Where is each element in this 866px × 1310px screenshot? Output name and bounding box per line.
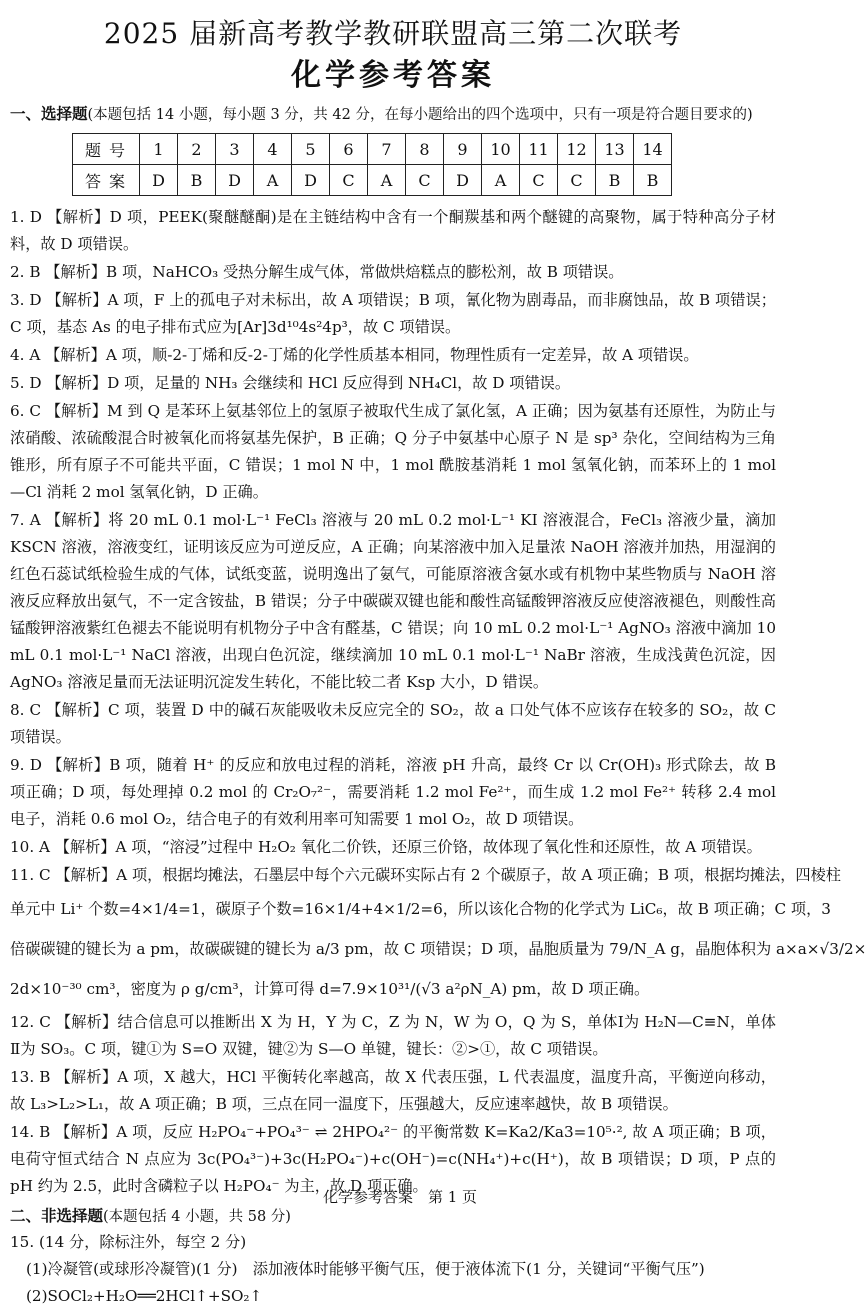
- question-number: 4: [254, 134, 292, 165]
- answer-cell: C: [330, 165, 368, 196]
- question-number: 5: [292, 134, 330, 165]
- answer-cell: D: [216, 165, 254, 196]
- question-number: 1: [140, 134, 178, 165]
- row-label-number: 题号: [73, 134, 140, 165]
- section-2-note: (本题包括 4 小题，共 58 分): [103, 1209, 291, 1225]
- section-1-heading: [10, 102, 776, 127]
- explanation-item: 5. D 【解析】D 项，足量的 NH₃ 会继续和 HCl 反应得到 NH₄Cl，故 D 项错误。: [10, 374, 571, 392]
- answer-cell: D: [444, 165, 482, 196]
- explanation-11-line: 11. C 【解析】A 项，根据均摊法，石墨层中每个六元碳环实际占有 2 个碳原子，故 A 项正确；B 项，根据均摊法，四棱柱: [10, 866, 841, 884]
- explanation-item: 14. B 【解析】A 项，反应 H₂PO₄⁻+PO₄³⁻ ⇌ 2HPO₄²⁻ 的平衡常数 K=Ka2/Ka3=10⁵·², 故 A 项正确；B 项，电荷守恒式结合 N 点应为 3c(PO₄³⁻)+3c(H₂PO₄⁻)+c(OH⁻)=c(NH₄⁺)+c(H⁺)，故 B 项错误；D 项，P 点的 pH 约为 2.5，此时含磷粒子以 H₂PO₄⁻ 为主，故 D 项正确。: [10, 1123, 776, 1195]
- section-1-title: 一、选择题: [10, 104, 88, 123]
- question-number: 6: [330, 134, 368, 165]
- document-subtitle: 化学参考答案: [291, 58, 495, 93]
- question-number: 12: [558, 134, 596, 165]
- section-1-note: (本题包括 14 小题，每小题 3 分，共 42 分，在每小题给出的四个选项中，只有一项是符合题目要求的): [87, 107, 753, 123]
- explanation-item: 13. B 【解析】A 项，X 越大，HCl 平衡转化率越高，故 X 代表压强，L 代表温度，温度升高，平衡逆向移动，故 L₃>L₂>L₁，故 A 项正确；B 项，三点在同一温度下，压强越大，反应速率越快，故 B 项错误。: [10, 1068, 776, 1113]
- explanation-item: 1. D 【解析】D 项，PEEK(聚醚醚酮)是在主链结构中含有一个酮羰基和两个醚键的高聚物，属于特种高分子材料，故 D 项错误。: [10, 208, 776, 253]
- question-15-part-2: (2)SOCl₂+H₂O══2HCl↑+SO₂↑: [26, 1287, 263, 1305]
- explanation-item: 9. D 【解析】B 项，随着 H⁺ 的反应和放电过程的消耗，溶液 pH 升高，最终 Cr 以 Cr(OH)₃ 形式除去，故 B 项正确；D 项，每处理掉 0.2 mol 的 Cr₂O₇²⁻，需要消耗 1.2 mol Fe²⁺，而生成 1.2 mol Fe²⁺ 转移 2.4 mol 电子，消耗 0.6 mol O₂，结合电子的有效利用率可知需要 1 mol O₂，故 D 项错误。: [10, 756, 776, 828]
- answer-cell: B: [596, 165, 634, 196]
- question-number: 8: [406, 134, 444, 165]
- explanation-11-line: 单元中 Li⁺ 个数=4×1/4=1，碳原子个数=16×1/4+4×1/2=6，所以该化合物的化学式为 LiC₆，故 B 项正确；C 项，3: [10, 900, 831, 918]
- answer-cell: D: [140, 165, 178, 196]
- answer-table: [72, 133, 672, 196]
- answer-cell: C: [406, 165, 444, 196]
- explanation-item: 8. C 【解析】C 项，装置 D 中的碱石灰能吸收未反应完全的 SO₂，故 a 口处气体不应该存在较多的 SO₂，故 C 项错误。: [10, 701, 776, 746]
- question-number: 10: [482, 134, 520, 165]
- question-15-header: 15. (14 分，除标注外，每空 2 分): [10, 1233, 247, 1251]
- section-2-title: 二、非选择题: [10, 1206, 104, 1225]
- page-footer: 化学参考答案 第 1 页: [322, 1188, 478, 1206]
- answer-table-number-row: [73, 134, 672, 165]
- answer-cell: A: [254, 165, 292, 196]
- question-15-part-1: (1)冷凝管(或球形冷凝管)(1 分) 添加液体时能够平衡气压，便于液体流下(1 分，关键词“平衡气压”): [26, 1260, 705, 1278]
- explanation-item: 7. A 【解析】将 20 mL 0.1 mol·L⁻¹ FeCl₃ 溶液与 20 mL 0.2 mol·L⁻¹ KI 溶液混合，FeCl₃ 溶液少量，滴加 KSCN 溶液，溶液变红，证明该反应为可逆反应，A 正确；向某溶液中加入足量浓 NaOH 溶液并加热，用湿润的红色石蕊试纸检验生成的气体，试纸变蓝，说明逸出了氨气，可能原溶液含氨水或有机物中某些物质与 NaOH 溶液反应释放出氨气，不一定含铵盐，B 错误；分子中碳碳双键也能和酸性高锰酸钾溶液反应使溶液褪色，则酸性高锰酸钾溶液紫红色褪去不能说明有机物分子中含有醛基，C 错误；向 10 mL 0.2 mol·L⁻¹ AgNO₃ 溶液中滴加 10 mL 0.1 mol·L⁻¹ NaCl 溶液，出现白色沉淀，继续滴加 10 mL 0.1 mol·L⁻¹ NaBr 溶液，生成浅黄色沉淀，因 AgNO₃ 溶液足量而无法证明沉淀发生转化，不能比较二者 Ksp 大小，D 错误。: [10, 511, 776, 691]
- question-number: 13: [596, 134, 634, 165]
- question-number: 2: [178, 134, 216, 165]
- explanation-item: 10. A 【解析】A 项，“溶浸”过程中 H₂O₂ 氧化二价铁，还原三价铬，故体现了氧化性和还原性，故 A 项错误。: [10, 838, 762, 856]
- explanation-item: 2. B 【解析】B 项，NaHCO₃ 受热分解生成气体，常做烘焙糕点的膨松剂，故 B 项错误。: [10, 263, 624, 281]
- question-number: 9: [444, 134, 482, 165]
- section-2-heading: [10, 1204, 776, 1229]
- question-number: 11: [520, 134, 558, 165]
- question-number: 14: [634, 134, 672, 165]
- explanation-item: 4. A 【解析】A 项，顺-2-丁烯和反-2-丁烯的化学性质基本相同，物理性质有一定差异，故 A 项错误。: [10, 346, 699, 364]
- question-number: 3: [216, 134, 254, 165]
- answer-cell: B: [634, 165, 672, 196]
- answer-cell: C: [520, 165, 558, 196]
- row-label-answer: 答案: [73, 165, 140, 196]
- answer-table-answer-row: [73, 165, 672, 196]
- question-number: 7: [368, 134, 406, 165]
- explanation-item: 3. D 【解析】A 项，F 上的孤电子对未标出，故 A 项错误；B 项，氰化物为剧毒品，而非腐蚀品，故 B 项错误；C 项，基态 As 的电子排布式应为[Ar]3d¹⁰4s²4p³，故 C 项错误。: [10, 291, 776, 336]
- answer-cell: B: [178, 165, 216, 196]
- document-title: 2025 届新高考教学教研联盟高三第二次联考: [103, 17, 683, 50]
- explanation-item: 6. C 【解析】M 到 Q 是苯环上氨基邻位上的氢原子被取代生成了氯化氢，A 正确；因为氨基有还原性，为防止与浓硝酸、浓硫酸混合时被氧化而将氨基先保护，B 正确；Q 分子中氨基中心原子 N 是 sp³ 杂化，空间结构为三角锥形，所有原子不可能共平面，C 错误；1 mol N 中，1 mol 酰胺基消耗 1 mol 氢氧化钠，而苯环上的 1 mol —Cl 消耗 2 mol 氢氧化钠，D 正确。: [10, 402, 776, 501]
- answer-cell: D: [292, 165, 330, 196]
- explanation-item: 12. C 【解析】结合信息可以推断出 X 为 H，Y 为 C，Z 为 N，W 为 O，Q 为 S，单体Ⅰ为 H₂N—C≡N，单体Ⅱ为 SO₃。C 项，键①为 S=O 双键，键②为 S—O 单键，键长：②>①，故 C 项错误。: [10, 1013, 776, 1058]
- explanation-11-line: 2d×10⁻³⁰ cm³，密度为 ρ g/cm³，计算可得 d=7.9×10³¹/(√3 a²ρN_A) pm，故 D 项正确。: [10, 980, 650, 998]
- answer-cell: A: [482, 165, 520, 196]
- answer-cell: C: [558, 165, 596, 196]
- explanation-11-line: 倍碳碳键的键长为 a pm，故碳碳键的键长为 a/3 pm，故 C 项错误；D 项，晶胞质量为 79/N_A g，晶胞体积为 a×a×√3/2×: [10, 940, 866, 958]
- answer-cell: A: [368, 165, 406, 196]
